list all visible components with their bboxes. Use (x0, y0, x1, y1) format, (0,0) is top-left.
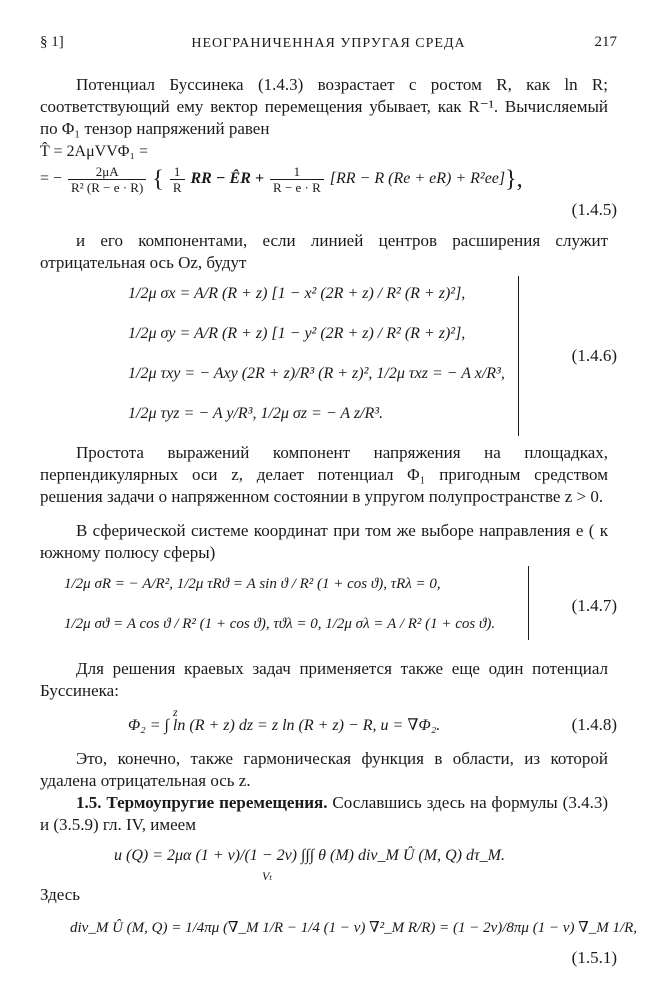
equation-number-1-4-6: (1.4.6) (571, 346, 617, 365)
equation-1-4-8: Φ₂ = ∫ ln (R + z) dz = z ln (R + z) − R, u = ∇Φ₂. (128, 717, 441, 734)
paragraph-simplicity: Простота выражений компонент напряжения на площадках, перпендикулярных оси z, делает потенциал Φ₁ пригодным средством решения задачи о напряженном состоянии в упругом полупространстве z > 0. (40, 443, 608, 506)
section-mark: § 1] (40, 34, 64, 50)
fraction-numerator: 1 (270, 164, 324, 180)
eq-bracket-term: [RR − R (Re + eR) + R²ee] (329, 170, 506, 188)
equation-1-4-7-row2: 1/2μ σϑ = A cos ϑ / R² (1 + cos ϑ), τϑλ = 0, 1/2μ σλ = A / R² (1 + cos ϑ). (64, 616, 496, 632)
paragraph-here: Здесь (40, 885, 81, 904)
fraction-numerator: 2μA (68, 164, 146, 180)
left-brace: { (152, 166, 164, 193)
equation-number-1-4-8: (1.4.8) (571, 715, 617, 734)
integral-volume-label: Vₜ (262, 869, 273, 883)
paragraph-boundary-problems: Для решения краевых задач применяется также еще один потенциал Буссинека: (40, 659, 608, 700)
equation-1-4-5-line1: T̂ = 2AμVVΦ₁ = (40, 143, 149, 160)
page-number: 217 (594, 34, 617, 50)
equation-1-4-6-row4: 1/2μ τyz = − A y/R³, 1/2μ σz = − A z/R³. (128, 405, 384, 422)
fraction-1-over-R-minus-eR (270, 164, 324, 195)
equation-number-1-4-5: (1.4.5) (571, 200, 617, 219)
equation-1-4-6-row2: 1/2μ σy = A/R (R + z) [1 − y² (2R + z) / R² (R + z)²], (128, 325, 466, 342)
paragraph-thermoelastic (40, 792, 608, 836)
paragraph-components: и его компонентами, если линией центров расширения служит отрицательная ось Oz, будут (40, 231, 608, 272)
equation-1-4-6-row1: 1/2μ σx = A/R (R + z) [1 − x² (2R + z) / R² (R + z)²], (128, 285, 466, 302)
fraction-1-over-R (170, 164, 185, 195)
equation-displacement-u: u (Q) = 2μα (1 + ν)/(1 − 2ν) ∫∫∫ θ (M) div_M Û (M, Q) dτ_M. (114, 847, 506, 864)
paragraph-boussinesq-potential: Потенциал Буссинека (1.4.3) возрастает с ростом R, как ln R; соответствующий ему вектор перемещения убывает, как R⁻¹. Вычисляемый по Φ₁ тензор напряжений равен (40, 75, 608, 138)
fraction-numerator: 1 (170, 164, 185, 180)
equation-number-1-4-7: (1.4.7) (571, 596, 617, 615)
equation-number-1-5-1: (1.5.1) (571, 948, 617, 967)
running-title: НЕОГРАНИЧЕННАЯ УПРУГАЯ СРЕДА (191, 36, 466, 51)
fraction-2muA (68, 164, 146, 195)
equation-1-4-5-line2 (40, 164, 523, 195)
fraction-denominator: R² (R − e · R) (71, 180, 144, 195)
paragraph-harmonic: Это, конечно, также гармоническая функция в области, из которой удалена отрицательная ось z. (40, 749, 608, 790)
section-heading-1-5: 1.5. Термоупругие перемещения. (76, 793, 328, 812)
equation-1-5-1: div_M Û (M, Q) = 1/4πμ (∇_M 1/R − 1/4 (1 − ν) ∇²_M R/R) = (1 − 2ν)/8πμ (1 − ν) ∇_M 1/R, (70, 920, 638, 936)
eq-minus: = − (40, 170, 63, 188)
equation-1-4-7-row1: 1/2μ σR = − A/R², 1/2μ τRϑ = A sin ϑ / R² (1 + cos ϑ), τRλ = 0, (64, 576, 441, 592)
equation-1-4-6-row3: 1/2μ τxy = − Axy (2R + z)/R³ (R + z)², 1/2μ τxz = − A x/R³, (128, 365, 505, 382)
right-brace: }, (505, 166, 523, 193)
integral-upper-limit: z (173, 705, 178, 719)
eq-middle-terms: RR − ÊR + (190, 170, 264, 188)
paragraph-spherical: В сферической системе координат при том же выборе направления e ( к южному полюсу сферы) (40, 521, 608, 562)
system-brace-1-4-6 (518, 276, 519, 436)
system-brace-1-4-7 (528, 566, 529, 640)
fraction-denominator: R (172, 180, 182, 195)
fraction-denominator: R − e · R (273, 180, 321, 195)
page-header (40, 34, 617, 56)
paragraph-thermoelastic-text: Сославшись здесь на формулы (3.4.3) и (3.5.9) гл. IV, имеем (40, 793, 608, 834)
